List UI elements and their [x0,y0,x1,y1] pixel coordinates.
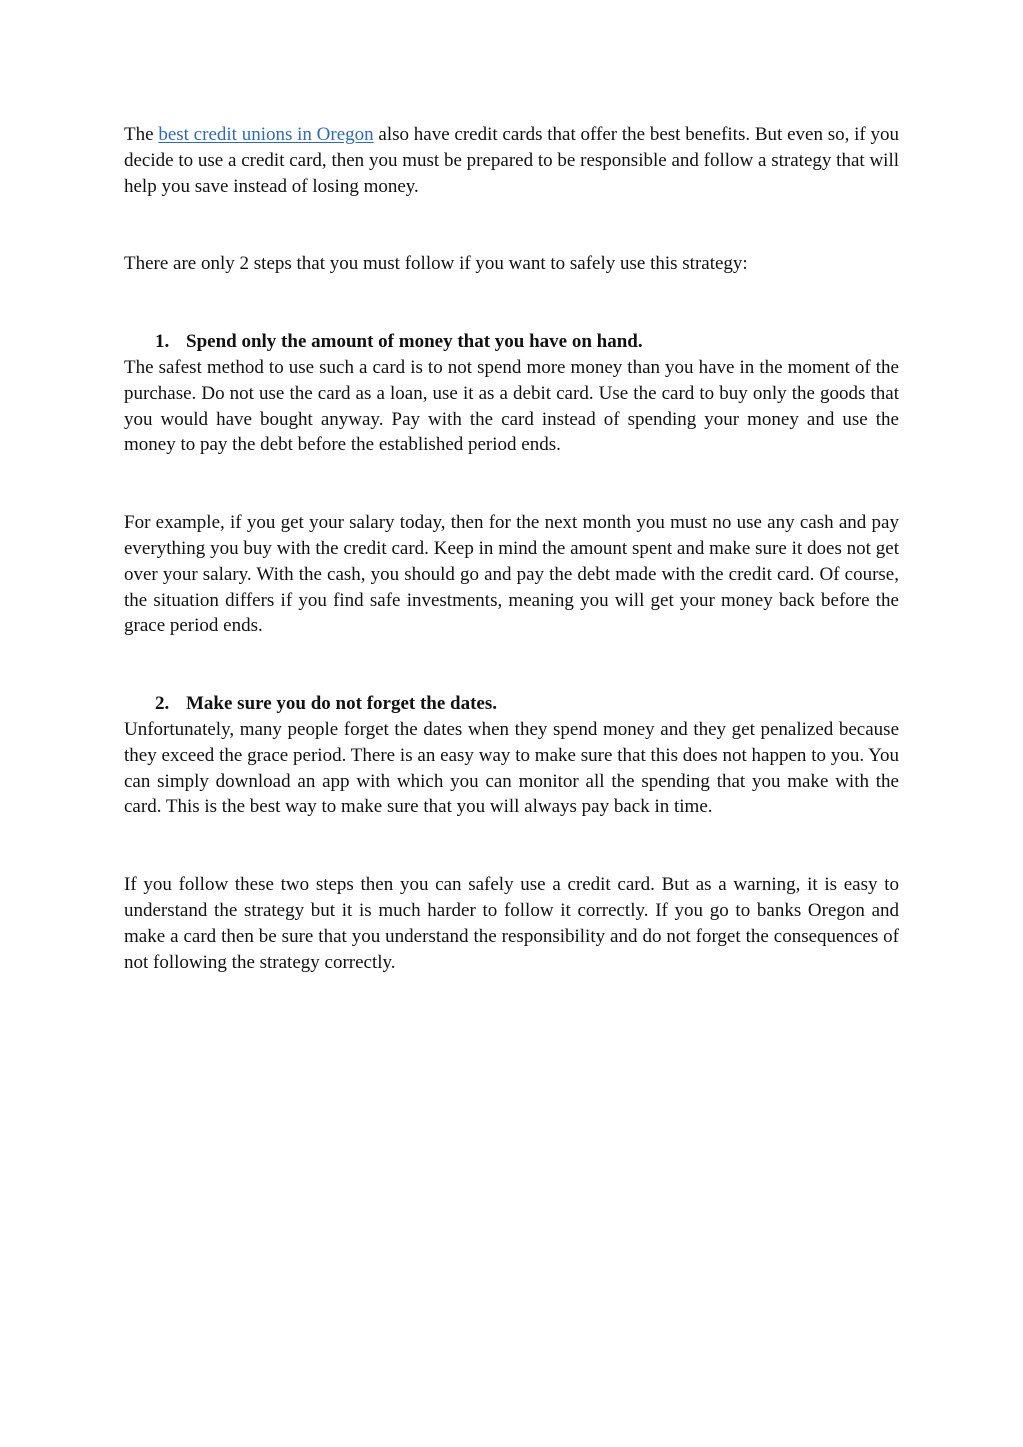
intro-suffix: also have credit cards that offer the best benefits. But even so, if you decide to use a credit card, then you must be prepared to be responsible and follow a strategy that will help you save instead of losing money. [124,124,899,197]
step-2-title: Make sure you do not forget the dates. [186,693,498,715]
step-1-paragraph-2: For example, if you get your salary today, then for the next month you must no use any cash and pay everything you buy with the credit card. Keep in mind the amount spent and make sure it does not get over your salary. With the cash, you should go and pay the debt made with the credit card. Of course, the situation differs if you find safe investments, meaning you will get your money back before the grace period ends. [124,512,899,637]
step-2-number: 2. [155,693,170,715]
step-1-heading [124,329,899,355]
step-2-paragraph: Unfortunately, many people forget the dates when they spend money and they get penalized because they exceed the grace period. There is an easy way to make sure that this does not happen to you. You can simply download an app with which you can monitor all the spending that you make with the card. This is the best way to make sure that you will always pay back in time. [124,718,899,818]
document-page [124,122,899,975]
steps-intro-paragraph: There are only 2 steps that you must follow if you want to safely use this strategy: [124,253,748,275]
intro-prefix: The [124,124,159,145]
step-2-heading [124,691,899,717]
step-1-title: Spend only the amount of money that you have on hand. [186,331,643,353]
step-1-paragraph-1: The safest method to use such a card is to not spend more money than you have in the moment of the purchase. Do not use the card as a loan, use it as a debit card. Use the card to buy only the goods that you would have bought anyway. Pay with the card instead of spending your money and use the money to pay the debt before the established period ends. [124,356,899,456]
conclusion-paragraph: If you follow these two steps then you can safely use a credit card. But as a warning, it is easy to understand the strategy but it is much harder to follow it correctly. If you go to banks Oregon and make a card then be sure that you understand the responsibility and do not forget the consequences of not following the strategy correctly. [124,874,899,973]
step-1-number: 1. [155,331,170,353]
best-credit-unions-link[interactable]: best credit unions in Oregon [158,124,374,145]
intro-paragraph [124,122,899,199]
